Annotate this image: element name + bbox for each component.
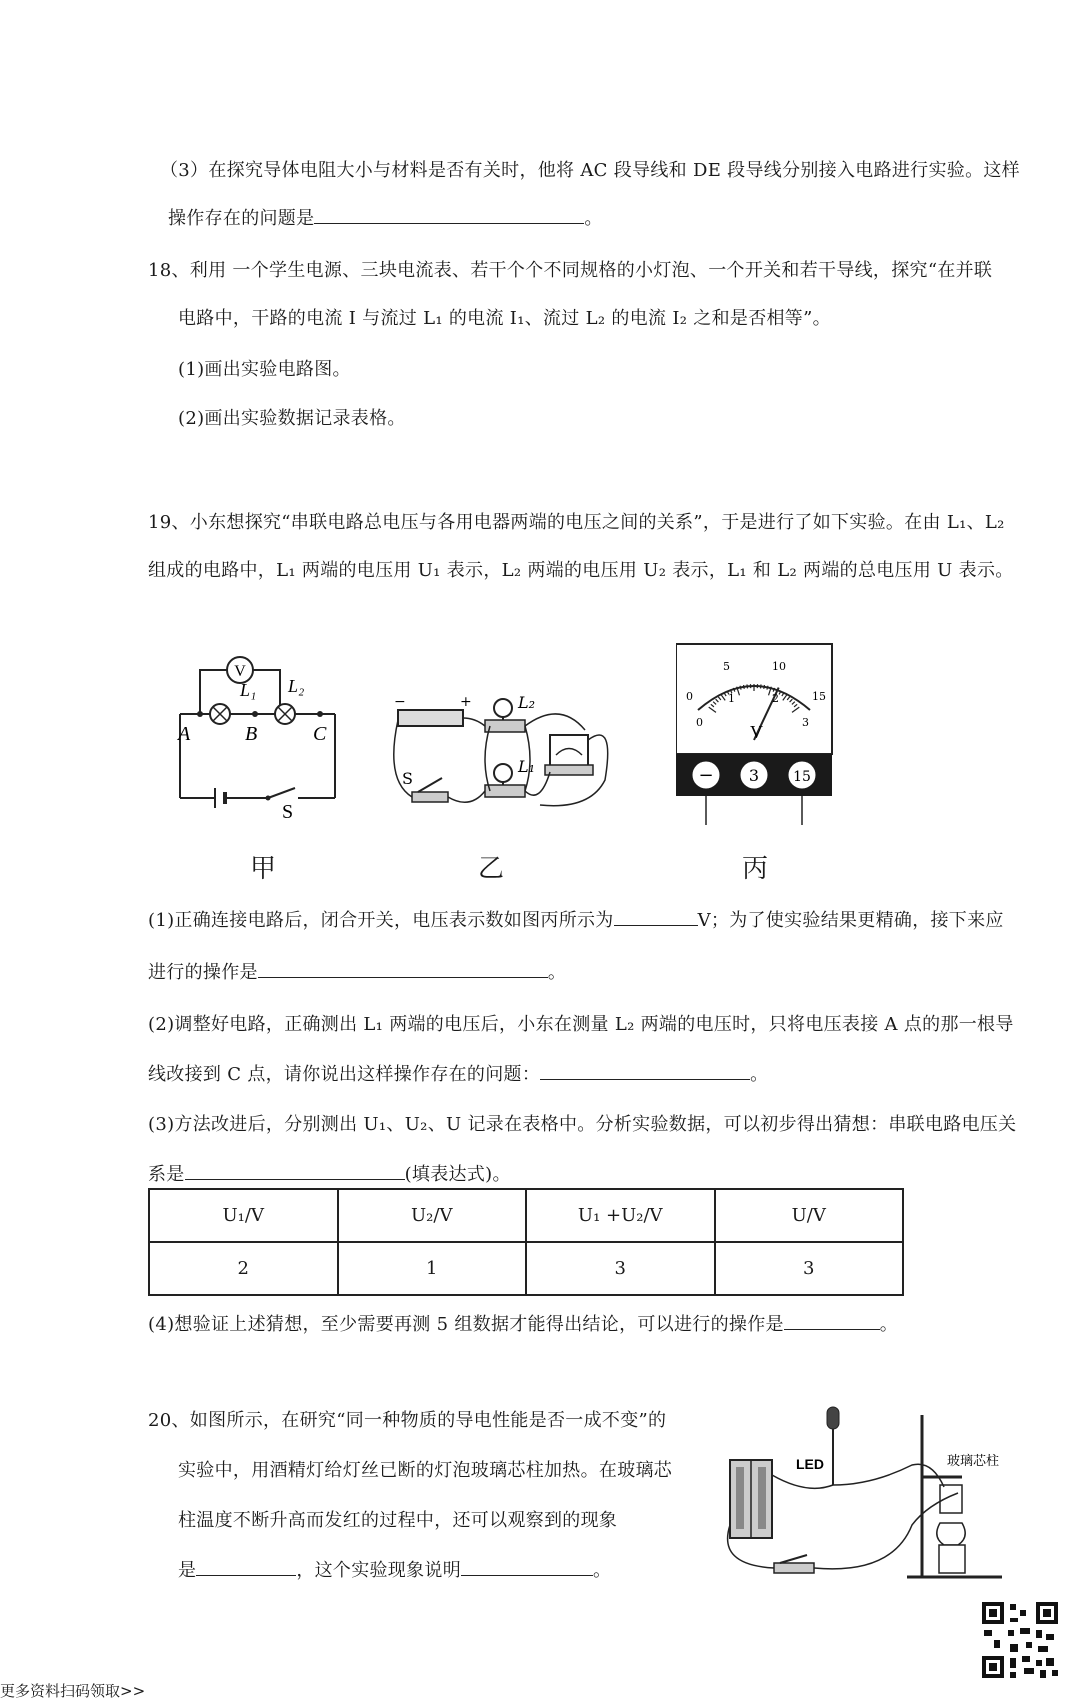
label-l1: L₁ <box>240 680 257 700</box>
q17-part3-line2: 操作存在的问题是 。 <box>168 204 603 230</box>
dial-tick <box>764 685 765 689</box>
circuit-diagram-jia <box>170 640 350 820</box>
table-header: U₁ +U₂/V <box>526 1189 715 1242</box>
label-l2: L₂ <box>288 676 305 696</box>
answer-blank <box>614 907 698 926</box>
table-cell: 2 <box>149 1242 338 1295</box>
dial-tick <box>761 684 762 688</box>
label-point-c: C <box>313 723 327 745</box>
qr-code-icon <box>980 1600 1060 1680</box>
answer-blank <box>196 1557 296 1576</box>
lamp-l1-icon <box>210 704 230 724</box>
alcohol-lamp-icon <box>937 1523 965 1573</box>
table-header-row <box>149 1189 903 1242</box>
answer-blank <box>258 959 548 978</box>
scale-bottom-0: 0 <box>696 716 703 729</box>
q19-line2: 组成的电路中，L₁ 两端的电压用 U₁ 表示，L₂ 两端的电压用 U₂ 表示，L₁ 和 L₂ 两端的总电压用 U 表示。 <box>148 560 1014 581</box>
q19-p3-line1: (3)方法改进后，分别测出 U₁、U₂、U 记录在表格中。分析实验数据，可以初步得出猜想：串联电路电压关 <box>148 1114 1017 1135</box>
q19-p1-line2: 进行的操作是 。 <box>148 958 566 984</box>
answer-blank <box>185 1161 405 1180</box>
table-cell: 3 <box>715 1242 904 1295</box>
scale-bottom-2: 2 <box>772 692 779 705</box>
terminal-15: 15 <box>793 769 811 785</box>
switch-label: S <box>402 769 413 788</box>
led-icon <box>827 1407 839 1485</box>
q20-line2: 实验中，用酒精灯给灯丝已断的灯泡玻璃芯柱加热。在玻璃芯 <box>178 1460 673 1481</box>
figure-label-jia: 甲 <box>250 854 277 884</box>
figure-label-yi: 乙 <box>478 854 505 884</box>
q20-line1: 20、如图所示，在研究“同一种物质的导电性能是否一成不变”的 <box>148 1410 667 1431</box>
answer-blank <box>314 205 584 224</box>
q17-part3-line1: （3）在探究导体电阻大小与材料是否有关时，他将 AC 段导线和 DE 段导线分别接入电路进行实验。这样 <box>160 160 1020 181</box>
terminal-minus: − <box>698 765 714 786</box>
dial-tick <box>744 685 745 689</box>
scale-top-15: 15 <box>812 690 826 703</box>
glass-stem-label: 玻璃芯柱 <box>947 1454 1000 1469</box>
bulb-l1-label: L₁ <box>518 757 536 776</box>
answer-blank <box>540 1061 750 1080</box>
q19-p4: (4)想验证上述猜想，至少需要再测 5 组数据才能得出结论，可以进行的操作是 。 <box>148 1310 898 1336</box>
figure-label-bing: 丙 <box>742 854 769 884</box>
q19-p2-line2: 线改接到 C 点，请你说出这样操作存在的问题： 。 <box>148 1060 768 1086</box>
q19-p1-line1: (1)正确连接电路后，闭合开关，电压表示数如图丙所示为 V；为了使实验结果更精确，接下来应 <box>148 906 1004 932</box>
table-cell: 3 <box>526 1242 715 1295</box>
q20-line3: 柱温度不断升高而发红的过程中，还可以观察到的现象 <box>178 1510 618 1531</box>
voltmeter-device-icon <box>545 735 593 775</box>
circuit-photo-yi <box>390 680 620 830</box>
q19-p2-line1: (2)调整好电路，正确测出 L₁ 两端的电压后，小东在测量 L₂ 两端的电压时，只将电压表接 A 点的那一根导 <box>148 1014 1014 1035</box>
switch-icon <box>774 1555 814 1573</box>
q18-line1: 18、利用 一个学生电源、三块电流表、若干个个不同规格的小灯泡、一个开关和若干导线，探究“在并联 <box>148 260 993 281</box>
battery-plus-label: + <box>460 694 472 710</box>
table-header: U₂/V <box>338 1189 527 1242</box>
voltmeter-dial-bing <box>676 640 836 830</box>
scale-top-0: 0 <box>686 690 693 703</box>
battery-icon <box>215 788 225 808</box>
battery-box-icon <box>398 710 463 726</box>
footer-text: 更多资料扫码领取>> <box>0 1682 146 1700</box>
dial-unit-label: V <box>750 722 763 742</box>
battery-minus-label: − <box>394 694 406 710</box>
answer-blank <box>784 1311 880 1330</box>
scale-top-10: 10 <box>772 660 786 673</box>
scale-top-5: 5 <box>723 660 730 673</box>
q19-p3-line2: 系是 (填表达式)。 <box>148 1160 511 1186</box>
q18-line2: 电路中，干路的电流 I 与流过 L₁ 的电流 I₁、流过 L₂ 的电流 I₂ 之和是否相等”。 <box>178 308 831 329</box>
glass-conductivity-figure <box>712 1405 1042 1590</box>
bulb-l2-label: L₂ <box>518 693 536 712</box>
terminal-3: 3 <box>748 766 760 785</box>
label-point-b: B <box>245 723 258 745</box>
table-cell: 1 <box>338 1242 527 1295</box>
lamp-l2-icon <box>275 704 295 724</box>
q19-line1: 19、小东想探究“串联电路总电压与各用电器两端的电压之间的关系”，于是进行了如下实验。在由 L₁、L₂ <box>148 512 1005 533</box>
table-header: U₁/V <box>149 1189 338 1242</box>
battery-pack-icon <box>730 1460 772 1538</box>
scale-bottom-1: 1 <box>728 692 735 705</box>
q18-part2: (2)画出实验数据记录表格。 <box>178 408 406 429</box>
label-point-a: A <box>178 723 191 745</box>
meter-label: V <box>234 663 246 680</box>
scale-bottom-3: 3 <box>802 716 809 729</box>
switch-icon <box>412 778 448 802</box>
answer-blank <box>461 1557 593 1576</box>
table-row <box>149 1242 903 1295</box>
table-header: U/V <box>715 1189 904 1242</box>
q18-part1: (1)画出实验电路图。 <box>178 359 351 380</box>
label-switch-s: S <box>282 801 294 820</box>
data-table <box>148 1188 904 1296</box>
led-label: LED <box>796 1456 824 1472</box>
dial-tick <box>747 684 748 688</box>
q20-line4: 是 ，这个实验现象说明 。 <box>178 1556 611 1582</box>
